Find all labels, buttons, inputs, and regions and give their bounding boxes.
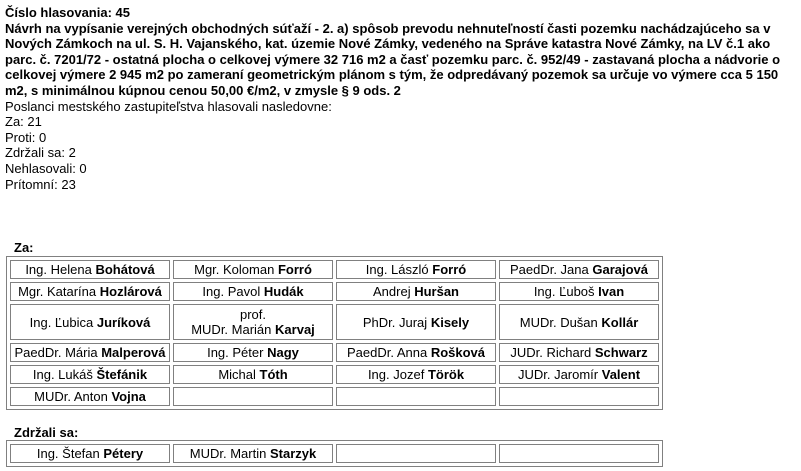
- voter-last-name: Forró: [277, 262, 312, 277]
- voter-name: [174, 367, 332, 382]
- vote-header: [5, 5, 797, 192]
- for-section-title: Za:: [14, 240, 34, 255]
- voter-last-name: Tóth: [259, 367, 288, 382]
- voter-name: [11, 315, 169, 330]
- voter-cell: [173, 304, 333, 340]
- voter-last-name: Kisely: [430, 314, 470, 330]
- proposal-line: Nových Zámkoch na ul. S. H. Vajanského, kat. územie Nové Zámky, vedeného na Správe katastra Nové Zámky, na LV č.1 ako: [5, 36, 771, 52]
- voter-cell: [10, 304, 170, 340]
- voter-last-name: Bohátová: [95, 262, 155, 277]
- voter-cell: [10, 387, 170, 406]
- voter-cell: [173, 444, 333, 463]
- voter-last-name: Valent: [601, 367, 641, 382]
- voter-last-name: Schwarz: [594, 345, 648, 360]
- stat-for: Za: 21: [5, 114, 42, 130]
- voter-name: [500, 262, 658, 277]
- voter-cell: [10, 282, 170, 301]
- voter-name: [174, 322, 332, 337]
- voter-last-name: Juríková: [96, 314, 151, 330]
- voter-first-name: Ing. László: [365, 262, 429, 277]
- voter-row: [10, 343, 659, 362]
- voter-cell: [499, 304, 659, 340]
- voter-cell: [336, 343, 496, 362]
- stat-abstain: Zdržali sa: 2: [5, 145, 76, 161]
- voter-first-name: JUDr. Jaromír: [517, 367, 599, 382]
- voter-cell: [10, 444, 170, 463]
- voter-name: [174, 446, 332, 461]
- voter-row: [10, 304, 659, 340]
- empty-cell: [499, 444, 659, 463]
- voter-first-name: PaedDr. Mária: [14, 345, 98, 360]
- proposal-line: celkovej výmere 2 945 m2 po zameraní geometrickým plánom s tým, že odpredávaný pozemok sa určuje vo výmere cca 5 150: [5, 67, 779, 83]
- voter-first-name: PaedDr. Anna: [346, 345, 428, 360]
- voter-name: [11, 389, 169, 404]
- voter-first-name: Andrej: [373, 284, 411, 299]
- vote-intro: Poslanci mestského zastupiteľstva hlasovali nasledovne:: [5, 98, 332, 114]
- voter-last-name: Kollár: [601, 314, 639, 330]
- voter-last-name: Huršan: [414, 284, 459, 299]
- voter-cell: [499, 282, 659, 301]
- voter-cell: [10, 343, 170, 362]
- voter-name: [337, 345, 495, 360]
- voter-first-name: Ing. Pavol: [202, 284, 261, 299]
- stat-present: Prítomní: 23: [5, 176, 76, 192]
- voter-first-name: Ing. Helena: [25, 262, 92, 277]
- empty-cell: [499, 387, 659, 406]
- voter-first-name: PhDr. Juraj: [362, 314, 428, 330]
- voter-first-name: MUDr. Marián: [191, 322, 272, 337]
- empty-cell: [336, 387, 496, 406]
- voter-first-name: Mgr. Koloman: [194, 262, 275, 277]
- proposal-line: m2, s minimálnou kúpnou cenou 50,00 €/m2, v zmysle § 9 ods. 2: [5, 82, 401, 98]
- voter-first-name: Ing. Péter: [207, 345, 264, 360]
- voter-name: [11, 367, 169, 382]
- proposal-text: [5, 21, 797, 99]
- voter-cell: [499, 260, 659, 279]
- voter-name: [11, 284, 169, 299]
- voter-first-name: JUDr. Richard: [510, 345, 592, 360]
- voter-name: [337, 262, 495, 277]
- voter-cell: [499, 343, 659, 362]
- voter-name: [337, 284, 495, 299]
- voter-name: [174, 345, 332, 360]
- voter-first-name: PaedDr. Jana: [509, 262, 589, 277]
- voter-cell: [173, 365, 333, 384]
- voter-cell: [10, 260, 170, 279]
- voter-last-name: Rošková: [430, 345, 486, 360]
- stat-against: Proti: 0: [5, 129, 47, 145]
- voter-first-name: MUDr. Dušan: [519, 314, 598, 330]
- voter-row: [10, 260, 659, 279]
- voter-cell: [336, 304, 496, 340]
- voter-title: prof.: [239, 307, 266, 322]
- voter-first-name: Mgr. Katarína: [18, 284, 97, 299]
- voter-last-name: Starzyk: [269, 446, 317, 461]
- voter-last-name: Ivan: [598, 284, 625, 299]
- proposal-line: parc. č. 7201/72 - ostatná plocha o celkovej výmere 32 716 m2 a časť pozemku parc. č. 952/49 - zastavaná plocha a nádvorie o: [5, 51, 781, 67]
- empty-cell: [173, 387, 333, 406]
- voter-last-name: Štefánik: [96, 367, 148, 382]
- voter-cell: [336, 282, 496, 301]
- for-voters-table: [6, 256, 663, 410]
- voter-name: [500, 284, 658, 299]
- voter-cell: [173, 260, 333, 279]
- voter-name: [174, 284, 332, 299]
- voter-name: [11, 262, 169, 277]
- voter-first-name: Michal: [218, 367, 256, 382]
- voter-row: [10, 387, 659, 406]
- voter-row: [10, 365, 659, 384]
- voter-last-name: Török: [427, 367, 465, 382]
- voter-last-name: Malperová: [101, 345, 166, 360]
- voter-last-name: Nagy: [267, 345, 299, 360]
- voter-name: [337, 315, 495, 330]
- voter-row: [10, 444, 659, 463]
- voter-name: [337, 367, 495, 382]
- voter-name: [11, 446, 169, 461]
- abstain-section-title: Zdržali sa:: [14, 425, 79, 440]
- proposal-line: Návrh na vypísanie verejných obchodných súťaží - 2. a) spôsob prevodu nehnuteľností časti pozemku nachádzajúceho sa v: [5, 20, 771, 36]
- voter-first-name: Ing. Lukáš: [32, 367, 93, 382]
- voter-last-name: Pétery: [103, 446, 144, 461]
- voter-cell: [173, 282, 333, 301]
- voter-last-name: Forró: [432, 262, 467, 277]
- voter-name: [500, 367, 658, 382]
- voter-first-name: Ing. Jozef: [367, 367, 425, 382]
- voter-cell: [336, 365, 496, 384]
- voter-first-name: Ing. Ľuboš: [533, 284, 595, 299]
- voter-last-name: Garajová: [592, 262, 649, 277]
- voter-first-name: Ing. Štefan: [36, 446, 100, 461]
- voter-cell: [10, 365, 170, 384]
- voter-first-name: MUDr. Martin: [189, 446, 267, 461]
- voter-last-name: Hozlárová: [99, 284, 162, 299]
- voter-last-name: Vojna: [111, 389, 146, 404]
- voter-first-name: Ing. Ľubica: [29, 314, 94, 330]
- voter-cell: [173, 343, 333, 362]
- voter-name: [500, 315, 658, 330]
- vote-number: Číslo hlasovania: 45: [5, 5, 130, 20]
- voter-name: [500, 345, 658, 360]
- voter-name: [11, 345, 169, 360]
- voter-row: [10, 282, 659, 301]
- abstain-voters-table: [6, 440, 663, 467]
- voter-name: [174, 262, 332, 277]
- voter-cell: [499, 365, 659, 384]
- voter-cell: [336, 260, 496, 279]
- empty-cell: [336, 444, 496, 463]
- voter-first-name: MUDr. Anton: [34, 389, 108, 404]
- stat-not-voted: Nehlasovali: 0: [5, 160, 87, 176]
- voter-last-name: Karvaj: [275, 322, 315, 337]
- voter-last-name: Hudák: [263, 284, 304, 299]
